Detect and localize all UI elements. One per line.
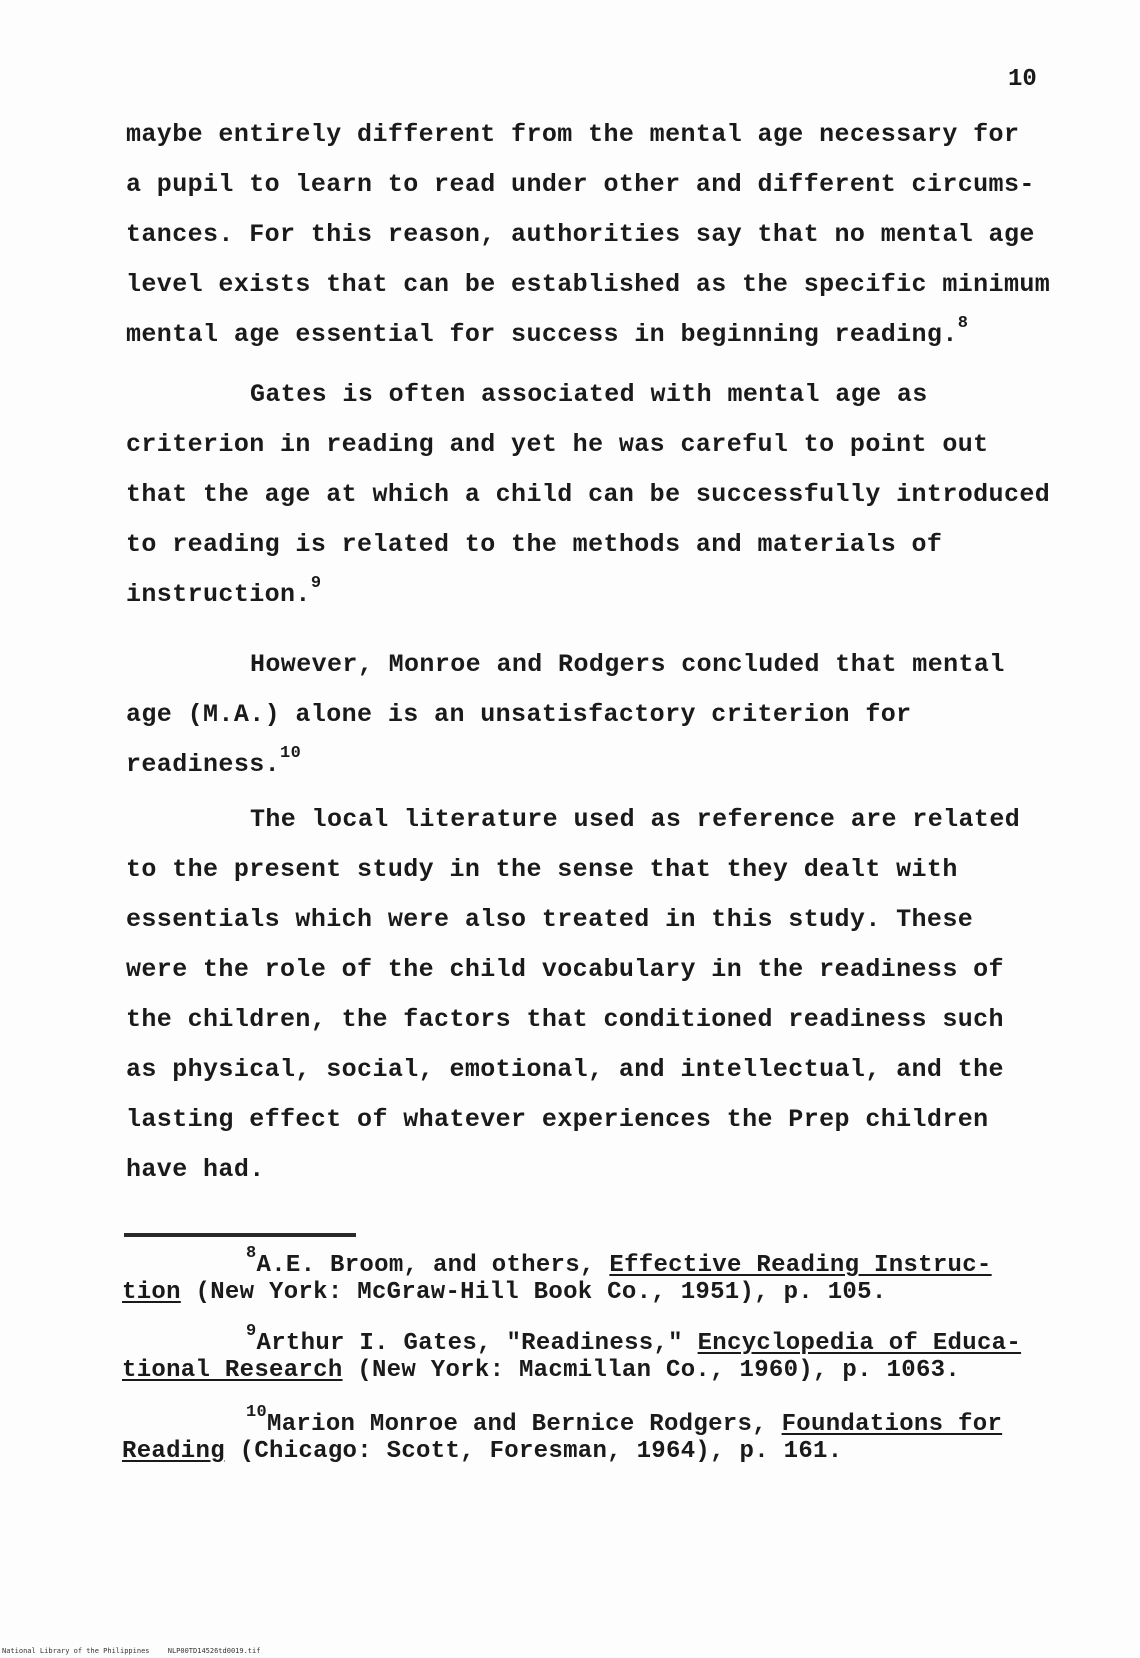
text-line: criterion in reading and yet he was careful to point out (126, 430, 989, 459)
footnote-line (122, 1279, 1062, 1306)
footnote-line (122, 1322, 1062, 1357)
footnote-text: (Chicago: Scott, Foresman, 1964), p. 161. (224, 1438, 843, 1465)
text-line-content: mental age essential for success in beginning reading. (126, 320, 958, 349)
footnote-line (122, 1403, 1062, 1438)
footnote-text: A.E. Broom, and others, (256, 1252, 610, 1279)
text-line-content: instruction. (126, 580, 311, 609)
footnote-ref-9: 9 (310, 574, 322, 593)
footnote-ref-10: 10 (280, 744, 302, 763)
text-line: Gates is often associated with mental age as (250, 380, 928, 409)
page-number: 10 (1008, 66, 1037, 93)
text-line: were the role of the child vocabulary in the readiness of (126, 955, 1004, 984)
footnote-text: (New York: McGraw-Hill Book Co., 1951), p. 105. (180, 1279, 887, 1306)
text-line-content: readiness. (126, 750, 281, 779)
text-line: the children, the factors that conditioned readiness such (126, 1005, 1004, 1034)
scan-footer (2, 1647, 274, 1655)
footnote-title: Foundations for (781, 1411, 1003, 1438)
footnote-divider (124, 1233, 356, 1237)
paragraph-4 (126, 795, 1056, 1195)
file-id: NLP00TD14526td0019.tif (167, 1647, 261, 1655)
footnote-number: 10 (246, 1403, 268, 1422)
footnote-title: Effective Reading Instruc- (609, 1252, 992, 1279)
footnote-8 (122, 1244, 1062, 1306)
text-line: tances. For this reason, authorities say that no mental age (126, 220, 1035, 249)
footnote-line (122, 1438, 1062, 1465)
paragraph-2 (126, 370, 1056, 620)
footnote-title: Encyclopedia of Educa- (697, 1330, 1022, 1357)
text-line: a pupil to learn to read under other and different circums- (126, 170, 1035, 199)
footnote-ref-8: 8 (957, 314, 969, 333)
footnote-text: (New York: Macmillan Co., 1960), p. 1063. (342, 1357, 961, 1384)
footnote-10 (122, 1403, 1062, 1465)
text-line: maybe entirely different from the mental age necessary for (126, 120, 1020, 149)
footnote-title: tion (122, 1279, 181, 1306)
footnote-text: Arthur I. Gates, "Readiness," (256, 1330, 698, 1357)
text-line: The local literature used as reference are related (250, 805, 1021, 834)
text-line: to reading is related to the methods and materials of (126, 530, 943, 559)
footnote-title: Reading (122, 1438, 225, 1465)
footnote-text: Marion Monroe and Bernice Rodgers, (267, 1411, 782, 1438)
text-line (126, 740, 1056, 790)
text-line: lasting effect of whatever experiences the Prep children (126, 1105, 989, 1134)
footnote-number: 9 (246, 1322, 257, 1341)
text-line (126, 310, 1056, 360)
text-line: to the present study in the sense that they dealt with (126, 855, 958, 884)
footnote-number: 8 (246, 1244, 257, 1263)
text-line (126, 570, 1056, 620)
text-line: have had. (126, 1155, 265, 1184)
footnote-title: tional Research (122, 1357, 343, 1384)
footnote-line (122, 1357, 1062, 1384)
text-line: age (M.A.) alone is an unsatisfactory criterion for (126, 700, 912, 729)
footnote-9 (122, 1322, 1062, 1384)
paragraph-3 (126, 640, 1056, 790)
text-line: that the age at which a child can be successfully introduced (126, 480, 1051, 509)
text-line: level exists that can be established as the specific minimum (126, 270, 1051, 299)
text-line: However, Monroe and Rodgers concluded that mental (250, 650, 1005, 679)
paragraph-1 (126, 110, 1056, 360)
library-name: National Library of the Philippines (2, 1647, 150, 1655)
text-line: as physical, social, emotional, and intellectual, and the (126, 1055, 1004, 1084)
text-line: essentials which were also treated in this study. These (126, 905, 974, 934)
footnote-line (122, 1244, 1062, 1279)
